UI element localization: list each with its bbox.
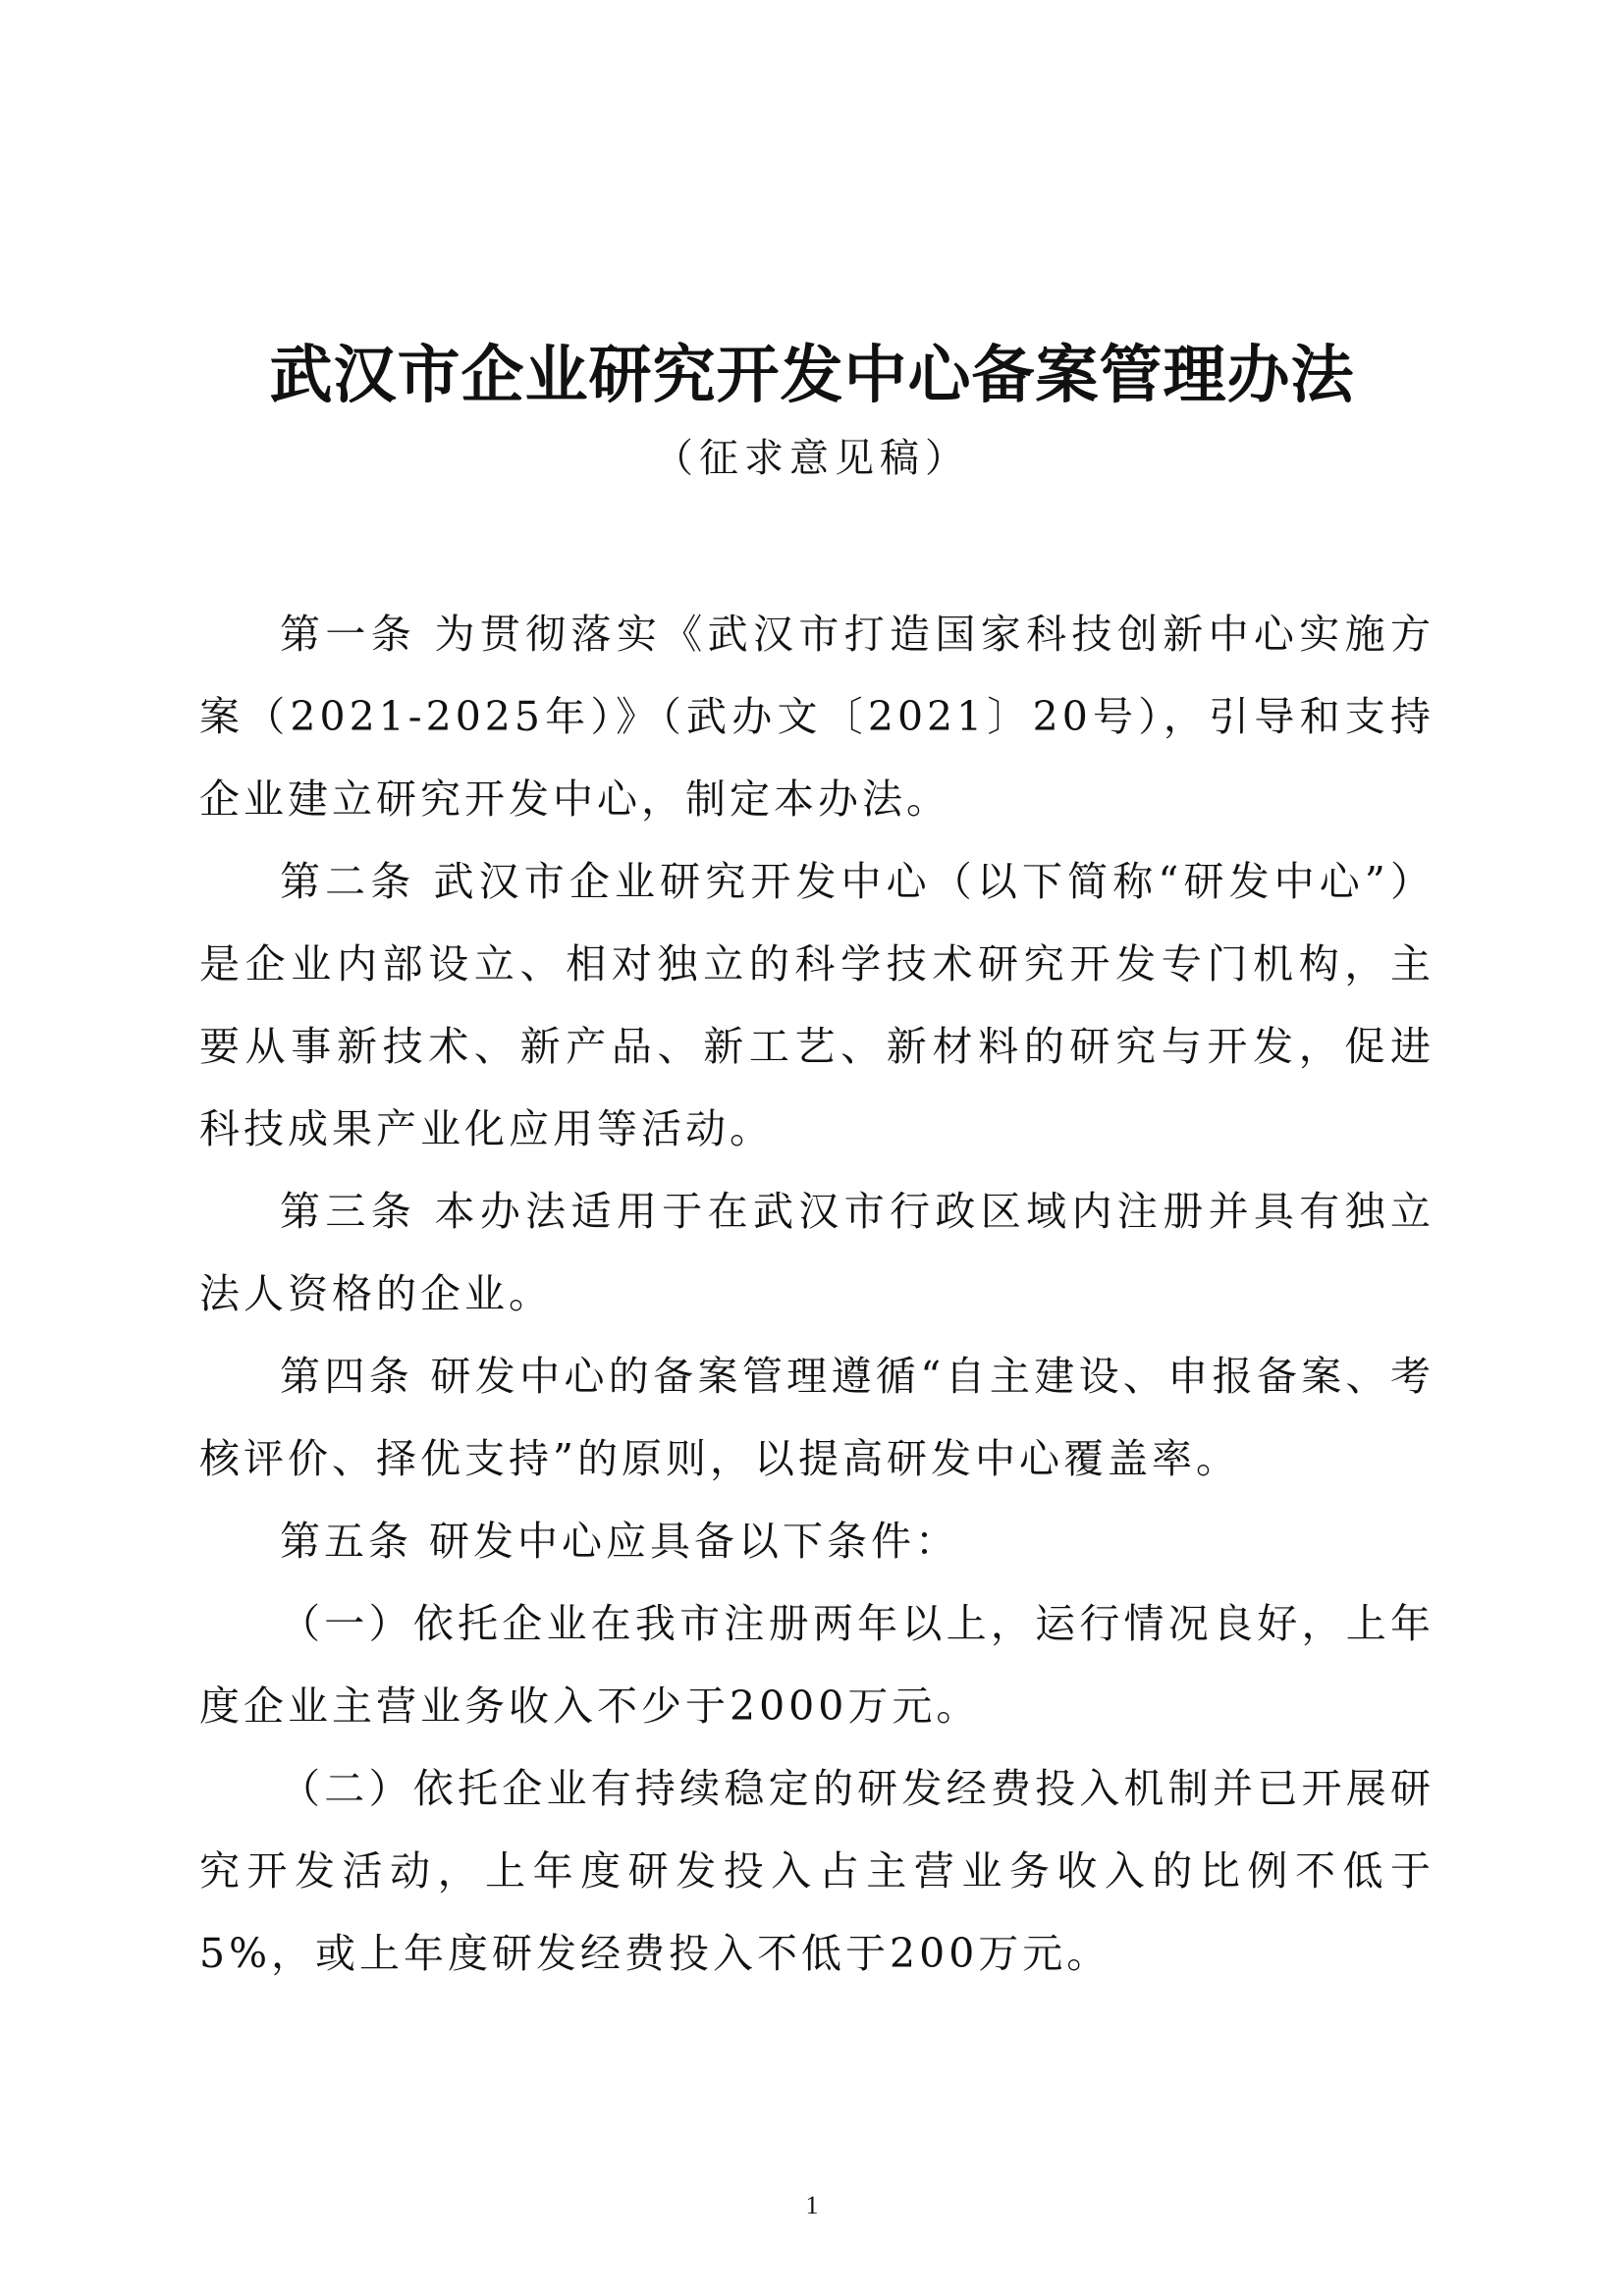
- article-4-paragraph: 第四条 研发中心的备案管理遵循“自主建设、申报备案、考核评价、择优支持”的原则，以提高研发中心覆盖率。: [199, 1353, 1435, 1482]
- document-title: 武汉市企业研究开发中心备案管理办法: [269, 339, 1355, 412]
- document-subtitle: （征求意见稿）: [654, 436, 970, 481]
- page-number: 1: [805, 2191, 819, 2219]
- article-2-paragraph: 第二条 武汉市企业研究开发中心（以下简称“研发中心”）是企业内部设立、相对独立的科学技术研究开发专门机构，主要从事新技术、新产品、新工艺、新材料的研究与开发，促进科技成果产业化应用等活动。: [199, 858, 1435, 1152]
- article-5-item-2: （二）依托企业有持续稳定的研发经费投入机制并已开展研究开发活动，上年度研发投入占主营业务收入的比例不低于5%，或上年度研发经费投入不低于200万元。: [199, 1765, 1435, 1977]
- article-5-paragraph: 第五条 研发中心应具备以下条件：: [280, 1518, 960, 1565]
- article-5-item-1: （一）依托企业在我市注册两年以上，运行情况良好，上年度企业主营业务收入不少于2000万元。: [199, 1600, 1435, 1730]
- document-body: [199, 593, 1435, 1995]
- article-3-paragraph: 第三条 本办法适用于在武汉市行政区域内注册并具有独立法人资格的企业。: [199, 1188, 1435, 1317]
- article-1-paragraph: 第一条 为贯彻落实《武汉市打造国家科技创新中心实施方案（2021-2025年）》（武办文〔2021〕20号），引导和支持企业建立研究开发中心，制定本办法。: [199, 611, 1435, 823]
